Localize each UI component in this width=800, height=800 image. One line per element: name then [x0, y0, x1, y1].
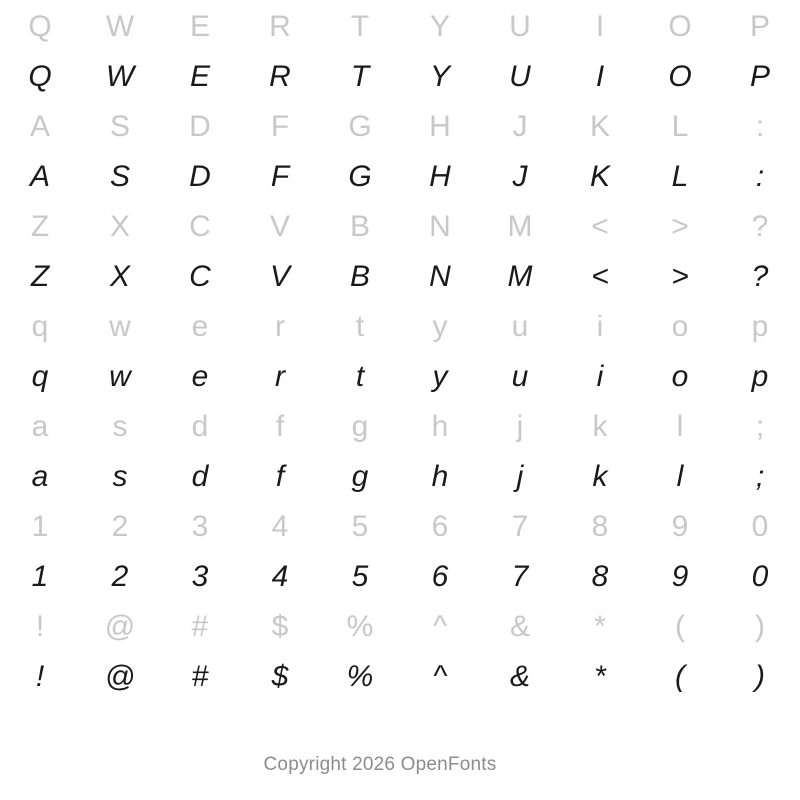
- glyph-cell: ^: [432, 610, 448, 643]
- glyph-cell: P: [749, 60, 770, 93]
- glyph-cell: 9: [671, 510, 689, 543]
- glyph-cell: 4: [271, 510, 289, 543]
- glyph-row-sample: [0, 452, 800, 502]
- glyph-cell: y: [432, 360, 448, 393]
- glyph-cell: U: [509, 10, 531, 43]
- glyph-row-sample: [0, 252, 800, 302]
- glyph-cell: ): [755, 610, 765, 643]
- glyph-cell: K: [589, 160, 610, 193]
- footer: [0, 754, 800, 776]
- glyph-cell: #: [191, 610, 209, 643]
- glyph-cell: V: [269, 210, 290, 243]
- glyph-cell: ?: [751, 260, 769, 293]
- glyph-cell: P: [749, 10, 770, 43]
- glyph-cell: d: [191, 410, 209, 443]
- glyph-cell: *: [594, 610, 606, 643]
- glyph-cell: i: [596, 310, 604, 343]
- glyph-row-reference: [0, 2, 800, 52]
- glyph-cell: ?: [751, 210, 769, 243]
- glyph-row-sample: [0, 52, 800, 102]
- glyph-cell: t: [355, 310, 365, 343]
- glyph-row-sample: [0, 552, 800, 602]
- glyph-cell: w: [109, 360, 131, 393]
- glyph-cell: A: [29, 160, 50, 193]
- glyph-cell: $: [271, 610, 289, 643]
- glyph-cell: h: [431, 410, 449, 443]
- glyph-cell: 1: [31, 510, 49, 543]
- glyph-cell: $: [271, 660, 289, 693]
- glyph-row-sample: [0, 152, 800, 202]
- glyph-cell: p: [751, 310, 769, 343]
- glyph-cell: f: [275, 410, 285, 443]
- glyph-cell: T: [350, 10, 370, 43]
- glyph-cell: T: [350, 60, 370, 93]
- glyph-cell: u: [511, 310, 529, 343]
- glyph-cell: N: [429, 260, 451, 293]
- glyph-cell: f: [275, 460, 285, 493]
- glyph-cell: @: [104, 610, 136, 643]
- glyph-cell: D: [189, 160, 211, 193]
- glyph-cell: Y: [429, 10, 450, 43]
- glyph-cell: U: [509, 60, 531, 93]
- glyph-cell: i: [596, 360, 604, 393]
- glyph-cell: !: [35, 660, 45, 693]
- glyph-cell: H: [429, 160, 451, 193]
- glyph-cell: I: [595, 60, 605, 93]
- glyph-cell: %: [346, 660, 374, 693]
- glyph-cell: A: [29, 110, 50, 143]
- glyph-cell: H: [429, 110, 451, 143]
- glyph-cell: 6: [431, 510, 449, 543]
- glyph-cell: Q: [28, 10, 52, 43]
- glyph-cell: J: [512, 110, 528, 143]
- glyph-row-reference: [0, 202, 800, 252]
- glyph-cell: ^: [432, 660, 448, 693]
- glyph-cell: Z: [30, 260, 50, 293]
- glyph-row-reference: [0, 302, 800, 352]
- glyph-cell: 0: [751, 560, 769, 593]
- glyph-row-sample: [0, 352, 800, 402]
- glyph-cell: D: [189, 110, 211, 143]
- glyph-cell: 6: [431, 560, 449, 593]
- glyph-cell: %: [346, 610, 374, 643]
- glyph-cell: W: [105, 60, 135, 93]
- glyph-cell: 1: [31, 560, 49, 593]
- glyph-cell: 7: [511, 510, 529, 543]
- glyph-cell: s: [112, 460, 128, 493]
- glyph-cell: M: [507, 210, 533, 243]
- glyph-cell: r: [275, 310, 285, 343]
- glyph-cell: 9: [671, 560, 689, 593]
- glyph-row-reference: [0, 602, 800, 652]
- glyph-cell: &: [509, 660, 530, 693]
- glyph-cell: ;: [755, 460, 765, 493]
- glyph-cell: C: [189, 210, 211, 243]
- glyph-cell: W: [105, 10, 135, 43]
- glyph-cell: (: [675, 660, 685, 693]
- glyph-cell: F: [270, 110, 290, 143]
- glyph-cell: w: [109, 310, 131, 343]
- glyph-cell: u: [511, 360, 529, 393]
- copyright-text: Copyright 2026 OpenFonts: [263, 754, 497, 775]
- glyph-cell: Y: [429, 60, 450, 93]
- glyph-cell: L: [671, 110, 689, 143]
- glyph-cell: S: [109, 160, 130, 193]
- glyph-cell: F: [270, 160, 290, 193]
- glyph-cell: O: [668, 60, 692, 93]
- glyph-cell: *: [594, 660, 606, 693]
- glyph-cell: :: [755, 160, 765, 193]
- glyph-cell: 3: [191, 560, 209, 593]
- glyph-cell: E: [189, 60, 210, 93]
- glyph-cell: 7: [511, 560, 529, 593]
- glyph-cell: X: [109, 260, 130, 293]
- glyph-cell: R: [269, 10, 291, 43]
- glyph-cell: j: [516, 410, 524, 443]
- glyph-cell: 8: [591, 510, 609, 543]
- glyph-cell: a: [31, 460, 49, 493]
- glyph-cell: k: [592, 460, 608, 493]
- glyph-cell: >: [671, 260, 689, 293]
- glyph-cell: e: [191, 310, 209, 343]
- glyph-cell: 2: [111, 560, 129, 593]
- glyph-row-sample: [0, 652, 800, 702]
- glyph-cell: @: [104, 660, 136, 693]
- glyph-cell: K: [589, 110, 610, 143]
- glyph-cell: 0: [751, 510, 769, 543]
- glyph-cell: 3: [191, 510, 209, 543]
- glyph-cell: s: [112, 410, 128, 443]
- glyph-cell: O: [668, 10, 692, 43]
- glyph-cell: g: [351, 410, 369, 443]
- glyph-cell: B: [349, 260, 370, 293]
- glyph-cell: E: [189, 10, 210, 43]
- glyph-cell: 4: [271, 560, 289, 593]
- glyph-cell: 2: [111, 510, 129, 543]
- glyph-cell: R: [269, 60, 291, 93]
- glyph-cell: t: [355, 360, 365, 393]
- glyph-cell: l: [676, 460, 684, 493]
- glyph-cell: X: [109, 210, 130, 243]
- glyph-cell: J: [512, 160, 528, 193]
- glyph-cell: (: [675, 610, 685, 643]
- glyph-cell: q: [31, 360, 49, 393]
- glyph-cell: o: [671, 360, 689, 393]
- glyph-cell: >: [671, 210, 689, 243]
- glyph-cell: V: [269, 260, 290, 293]
- glyph-cell: r: [275, 360, 285, 393]
- glyph-cell: Q: [28, 60, 52, 93]
- glyph-cell: !: [35, 610, 45, 643]
- glyph-cell: o: [671, 310, 689, 343]
- glyph-cell: k: [592, 410, 608, 443]
- glyph-cell: 5: [351, 560, 369, 593]
- glyph-cell: 5: [351, 510, 369, 543]
- glyph-cell: j: [516, 460, 524, 493]
- glyph-cell: d: [191, 460, 209, 493]
- glyph-cell: 8: [591, 560, 609, 593]
- glyph-cell: <: [591, 260, 609, 293]
- glyph-cell: G: [348, 160, 372, 193]
- glyph-cell: a: [31, 410, 49, 443]
- glyph-cell: B: [349, 210, 370, 243]
- glyph-cell: Z: [30, 210, 50, 243]
- glyph-cell: h: [431, 460, 449, 493]
- glyph-cell: M: [507, 260, 533, 293]
- glyph-cell: g: [351, 460, 369, 493]
- glyph-cell: #: [191, 660, 209, 693]
- glyph-cell: S: [109, 110, 130, 143]
- glyph-cell: :: [755, 110, 765, 143]
- glyph-cell: p: [751, 360, 769, 393]
- glyph-cell: l: [676, 410, 684, 443]
- glyph-cell: G: [348, 110, 372, 143]
- glyph-cell: I: [595, 10, 605, 43]
- glyph-cell: ;: [755, 410, 765, 443]
- glyph-cell: q: [31, 310, 49, 343]
- glyph-cell: y: [432, 310, 448, 343]
- glyph-cell: e: [191, 360, 209, 393]
- glyph-cell: <: [591, 210, 609, 243]
- glyph-cell: N: [429, 210, 451, 243]
- glyph-cell: &: [509, 610, 530, 643]
- glyph-cell: ): [755, 660, 765, 693]
- glyph-row-reference: [0, 402, 800, 452]
- glyph-cell: C: [189, 260, 211, 293]
- glyph-cell: L: [671, 160, 689, 193]
- glyph-row-reference: [0, 502, 800, 552]
- glyph-row-reference: [0, 102, 800, 152]
